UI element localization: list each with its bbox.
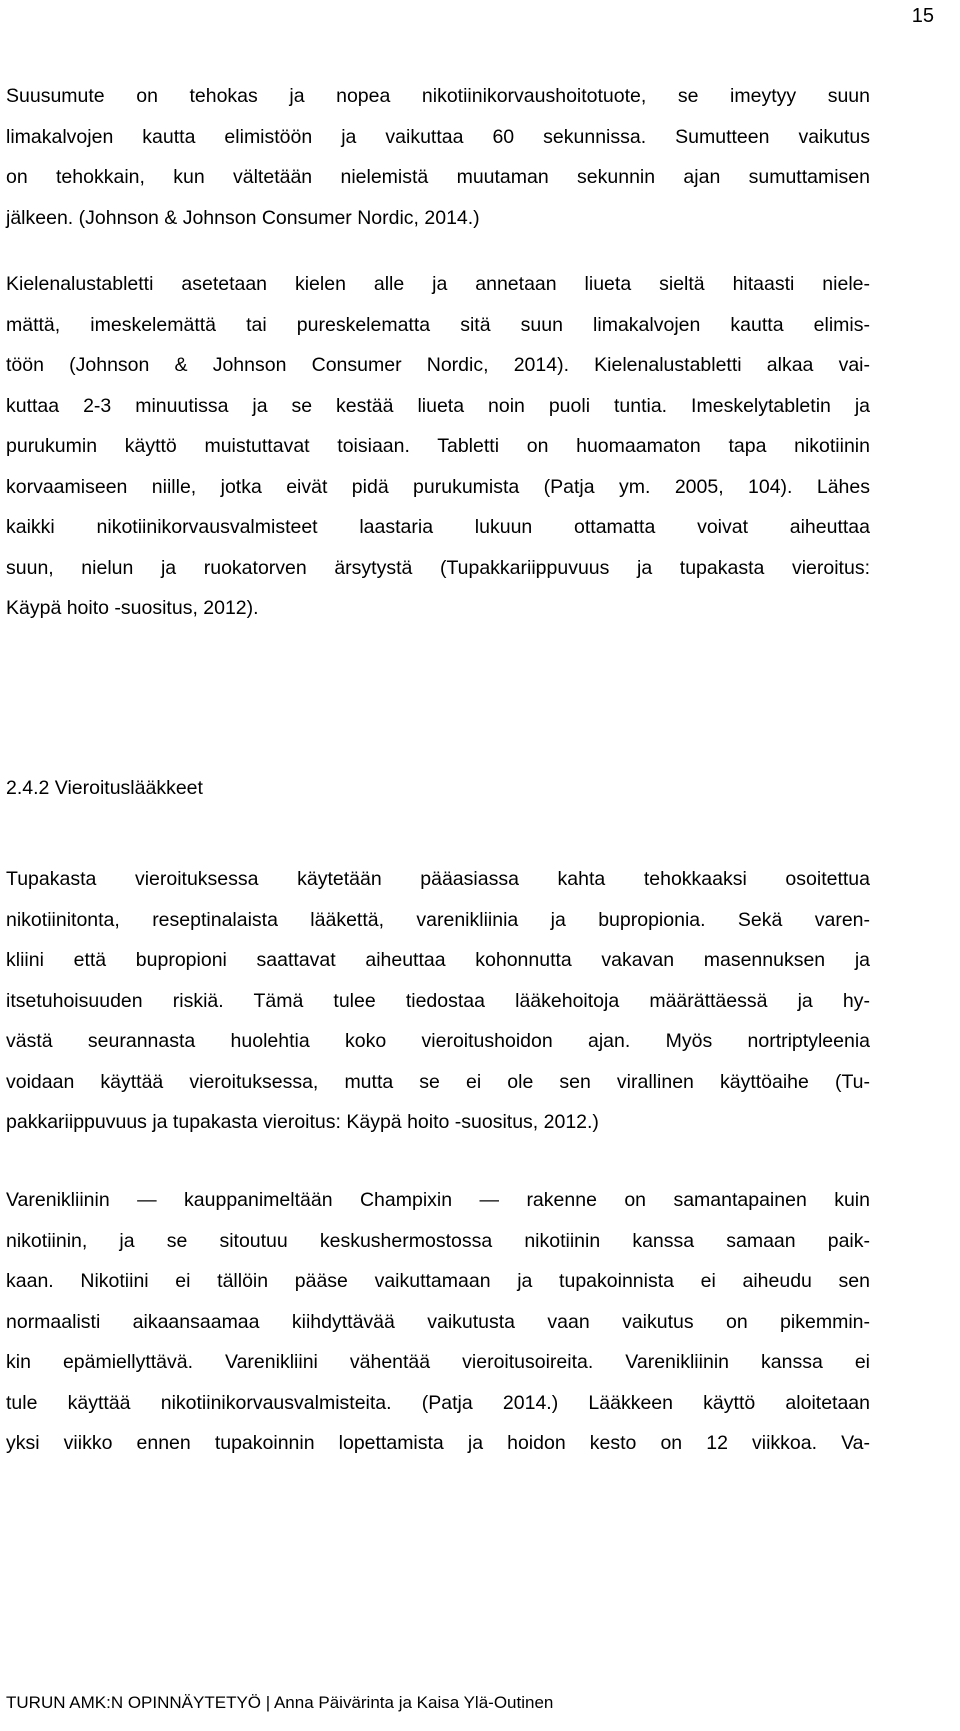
text-line: voidaan käyttää vieroituksessa, mutta se ei ole sen virallinen käyttöaihe (Tu- (6, 1070, 870, 1093)
paragraph-varenicline (6, 1180, 870, 1464)
paragraph-nasal-spray (6, 76, 870, 238)
text-line: pakkariippuvuus ja tupakasta vieroitus: Käypä hoito -suositus, 2012.) (6, 1111, 599, 1133)
text-line: suun, nielun ja ruokatorven ärsytystä (Tupakkariippuvuus ja tupakasta vieroitus: (6, 556, 870, 579)
page-number: 15 (911, 5, 934, 27)
text-line: jälkeen. (Johnson & Johnson Consumer Nordic, 2014.) (6, 206, 480, 229)
paragraph-sublingual-tablet (6, 264, 870, 629)
text-line: kaan. Nikotiini ei tällöin pääse vaikuttamaan ja tupakoinnista ei aiheudu sen (6, 1270, 870, 1292)
page-footer: TURUN AMK:N OPINNÄYTETYÖ | Anna Päivärinta ja Kaisa Ylä-Outinen (6, 1693, 554, 1712)
text-line: tule käyttää nikotiinikorvausvalmisteita. (Patja 2014.) Lääkkeen käyttö aloitetaan (6, 1391, 870, 1414)
text-line: yksi viikko ennen tupakoinnin lopettamista ja hoidon kesto on 12 viikkoa. Va- (6, 1432, 870, 1454)
text-line: on tehokkain, kun vältetään nielemistä muutaman sekunnin ajan sumuttamisen (6, 166, 870, 188)
text-line: itsetuhoisuuden riskiä. Tämä tulee tiedostaa lääkehoitoja määrättäessä ja hy- (6, 989, 870, 1012)
paragraph-cessation-drugs (6, 859, 870, 1143)
text-line: nikotiinitonta, reseptinalaista lääkettä, varenikliinia ja bupropionia. Sekä varen- (6, 908, 870, 931)
text-line: limakalvojen kautta elimistöön ja vaikuttaa 60 sekunnissa. Sumutteen vaikutus (6, 125, 870, 148)
text-line: mättä, imeskelemättä tai pureskelematta sitä suun limakalvojen kautta elimis- (6, 313, 870, 336)
section-heading: 2.4.2 Vieroituslääkkeet (6, 777, 203, 799)
text-line: kaikki nikotiinikorvausvalmisteet laastaria lukuun ottamatta voivat aiheuttaa (6, 516, 870, 538)
text-line: Käypä hoito -suositus, 2012). (6, 597, 259, 619)
text-line: västä seurannasta huolehtia koko vieroitushoidon ajan. Myös nortriptyleenia (6, 1030, 870, 1052)
text-line: töön (Johnson & Johnson Consumer Nordic, 2014). Kielenalustabletti alkaa vai- (6, 354, 870, 376)
text-line: kliini että bupropioni saattavat aiheuttaa kohonnutta vakavan masennuksen ja (6, 949, 870, 971)
text-line: kuttaa 2-3 minuutissa ja se kestää liueta noin puoli tuntia. Imeskelytabletin ja (6, 394, 870, 417)
text-line: normaalisti aikaansaamaa kiihdyttävää vaikutusta vaan vaikutus on pikemmin- (6, 1310, 870, 1333)
text-line: Varenikliinin — kauppanimeltään Champixin — rakenne on samantapainen kuin (6, 1189, 870, 1211)
text-line: kin epämiellyttävä. Varenikliini vähentää vieroitusoireita. Varenikliinin kanssa ei (6, 1351, 870, 1373)
text-line: nikotiinin, ja se sitoutuu keskushermostossa nikotiinin kanssa samaan paik- (6, 1229, 870, 1252)
text-line: Tupakasta vieroituksessa käytetään pääasiassa kahta tehokkaaksi osoitettua (6, 868, 870, 890)
text-line: korvaamiseen niille, jotka eivät pidä purukumista (Patja ym. 2005, 104). Lähes (6, 475, 870, 498)
text-line: Suusumute on tehokas ja nopea nikotiinikorvaushoitotuote, se imeytyy suun (6, 85, 870, 107)
text-line: purukumin käyttö muistuttavat toisiaan. Tabletti on huomaamaton tapa nikotiinin (6, 435, 870, 457)
text-line: Kielenalustabletti asetetaan kielen alle ja annetaan liueta sieltä hitaasti niele- (6, 273, 870, 295)
